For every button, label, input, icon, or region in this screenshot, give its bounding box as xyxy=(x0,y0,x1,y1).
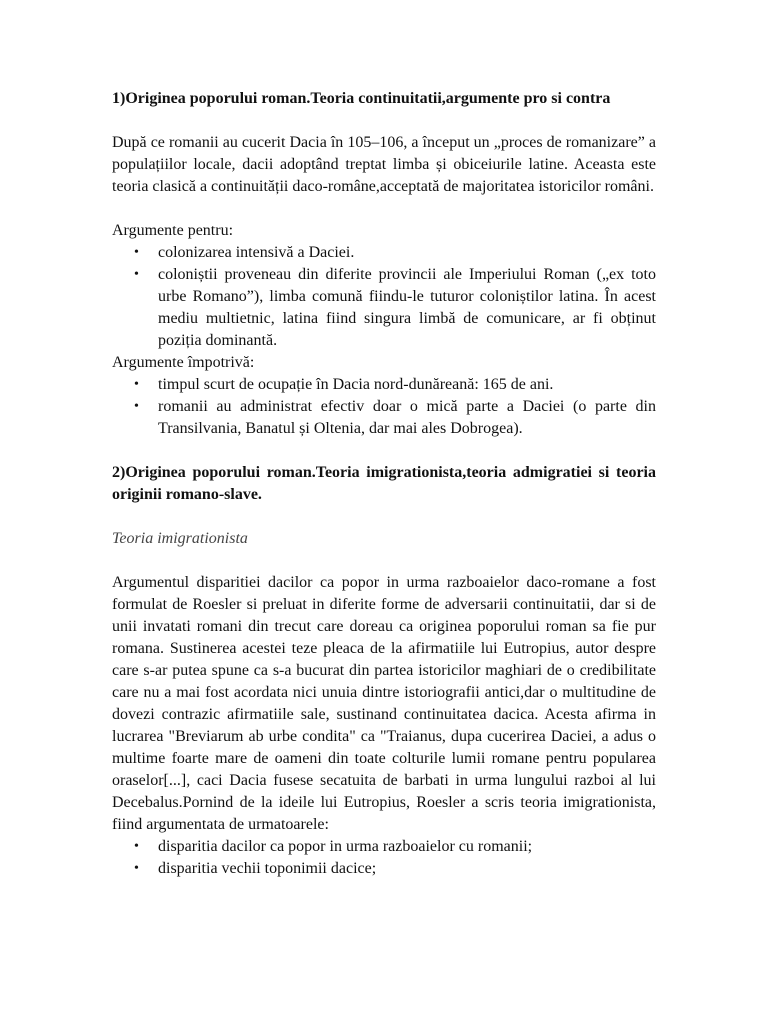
section2-subtitle: Teoria imigrationista xyxy=(112,530,248,547)
document-body xyxy=(112,88,656,880)
con-arguments-label: Argumente împotrivă: xyxy=(112,354,255,371)
bullet-icon: • xyxy=(134,245,139,260)
pro-arguments-list xyxy=(112,242,656,352)
bullet-icon: • xyxy=(134,377,139,392)
section1-intro: După ce romanii au cucerit Dacia în 105–106, a început un „proces de romanizare” a populațiilor locale, dacii adoptând treptat limba și obiceiurile latine. Aceasta este teoria clasică a continuității daco-române,acceptată de majoritatea istoricilor români. xyxy=(112,134,656,195)
list-item: • coloniștii proveneau din diferite provincii ale Imperiului Roman („ex toto urbe Romano”), limba comună fiindu-le tuturor coloniștilor latina. În acest mediu multietnic, latina fiind singura limbă de comunicare, ar fi obținut poziția dominantă. xyxy=(134,266,656,349)
list-item: • romanii au administrat efectiv doar o mică parte a Daciei (o parte din Transilvania, Banatul și Oltenia, dar mai ales Dobrogea). xyxy=(134,398,656,437)
list-item: • disparitia dacilor ca popor in urma razboaielor cu romanii; xyxy=(158,836,656,858)
section2-body: Argumentul disparitiei dacilor ca popor in urma razboaielor daco-romane a fost formulat de Roesler si preluat in diferite forme de adversarii continuitatii, dar si de unii invatati romani din trecut care doreau ca originea poporului roman sa fie pur romana. Sustinerea acestei teze pleaca de la afirmatiile lui Eutropius, autor despre care s-ar putea spune ca s-a bucurat din partea istoricilor maghiari de o credibilitate care nu a mai fost acordata nici unuia dintre istoriografii antici,dar o multitudine de dovezi contrazic afirmatiile sale, sustinand continuitatea dacica. Acesta afirma in lucrarea "Breviarum ab urbe condita" ca "Traianus, dupa cucerirea Daciei, a adus o multime foarte mare de oameni din toate colturile lumii romane pentru popularea oraselor[...], caci Dacia fusese secatuita de barbati in urma lungului razboi al lui Decebalus.Pornind de la ideile lui Eutropius, Roesler a scris teoria imigrationista, fiind argumentata de urmatoarele: xyxy=(112,574,656,833)
imigrationist-arguments-list xyxy=(112,836,656,880)
bullet-icon: • xyxy=(134,399,139,414)
list-item: • timpul scurt de ocupație în Dacia nord-dunăreană: 165 de ani. xyxy=(158,374,656,396)
pro-arguments-label: Argumente pentru: xyxy=(112,222,234,239)
bullet-icon: • xyxy=(134,839,139,854)
bullet-icon: • xyxy=(134,861,139,876)
con-arguments-list xyxy=(112,374,656,440)
section1-title: 1)Originea poporului roman.Teoria continuitatii,argumente pro si contra xyxy=(112,90,611,107)
list-item: • disparitia vechii toponimii dacice; xyxy=(158,858,656,880)
section2-title: 2)Originea poporului roman.Teoria imigrationista,teoria admigratiei si teoria originii romano-slave. xyxy=(112,464,656,503)
bullet-icon: • xyxy=(134,267,139,282)
list-item: • colonizarea intensivă a Daciei. xyxy=(158,242,656,264)
